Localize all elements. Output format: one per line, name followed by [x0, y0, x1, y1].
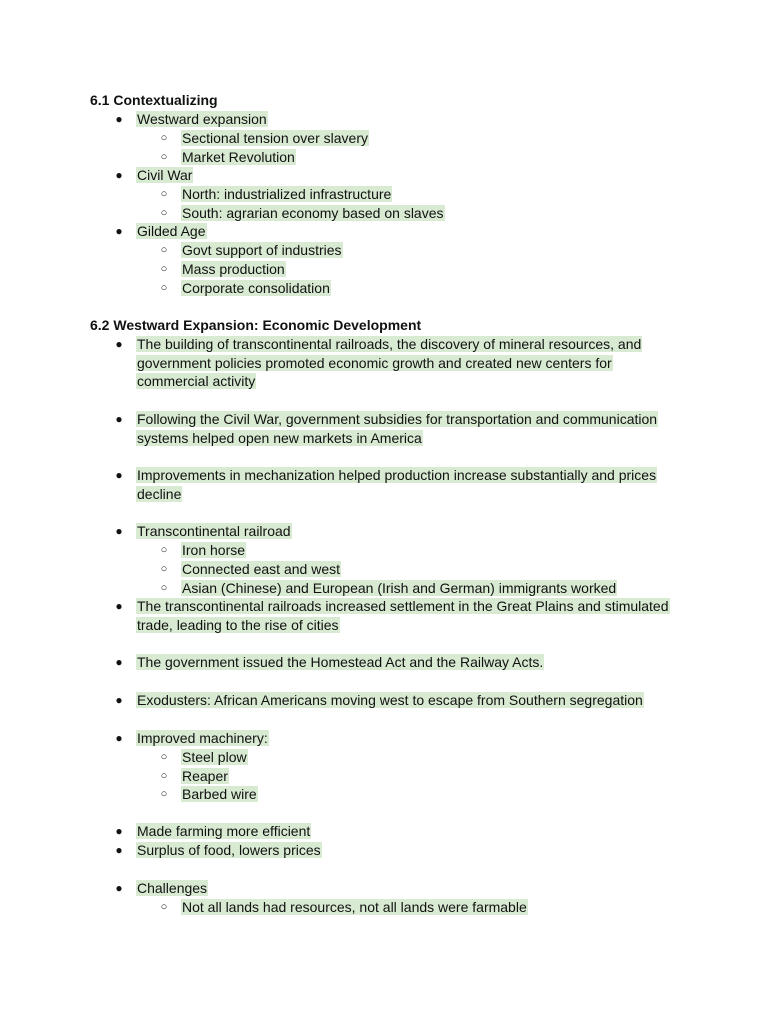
list-item-text: Market Revolution — [182, 149, 295, 165]
bullet-icon: ● — [115, 524, 123, 538]
list-item-text: Steel plow — [182, 749, 247, 765]
list-item-text: Improved machinery: — [137, 730, 268, 746]
list-item — [113, 335, 673, 391]
list-item-text: Barbed wire — [182, 786, 257, 802]
list-item-text: The government issued the Homestead Act and the Railway Acts. — [137, 654, 544, 670]
hollow-bullet-icon: ○ — [160, 151, 168, 163]
list-item — [113, 110, 673, 129]
list-item-text: Govt support of industries — [182, 242, 342, 258]
bullet-icon: ● — [115, 693, 123, 707]
list-item-text: Exodusters: African Americans moving west to escape from Southern segregation — [137, 692, 643, 708]
list-item-text: South: agrarian economy based on slaves — [182, 205, 444, 221]
bullet-icon: ● — [115, 468, 123, 482]
hollow-bullet-icon: ○ — [160, 544, 168, 556]
sub-list-item — [158, 279, 678, 298]
list-item-text: Mass production — [182, 261, 285, 277]
list-item-text: Improvements in mechanization helped production increase substantially and prices decline — [137, 467, 657, 502]
list-item-text: Transcontinental railroad — [137, 523, 291, 539]
hollow-bullet-icon: ○ — [160, 901, 168, 913]
list-item — [113, 822, 673, 841]
list-item-text: Challenges — [137, 880, 208, 896]
list-item-text: Gilded Age — [137, 223, 206, 239]
hollow-bullet-icon: ○ — [160, 188, 168, 200]
list-item — [113, 653, 673, 672]
list-item — [113, 466, 673, 503]
hollow-bullet-icon: ○ — [160, 770, 168, 782]
list-item — [113, 222, 673, 241]
hollow-bullet-icon: ○ — [160, 207, 168, 219]
sub-list-item — [158, 241, 678, 260]
hollow-bullet-icon: ○ — [160, 244, 168, 256]
bullet-icon: ● — [115, 168, 123, 182]
hollow-bullet-icon: ○ — [160, 282, 168, 294]
bullet-icon: ● — [115, 843, 123, 857]
list-item-text: Not all lands had resources, not all lands were farmable — [182, 899, 527, 915]
hollow-bullet-icon: ○ — [160, 582, 168, 594]
list-item-text: Iron horse — [182, 542, 246, 558]
list-item-text: Westward expansion — [137, 111, 267, 127]
sub-list-item — [158, 785, 678, 804]
bullet-icon: ● — [115, 731, 123, 745]
list-item-text: Following the Civil War, government subsidies for transportation and communication systems helped open new markets in America — [137, 411, 658, 446]
hollow-bullet-icon: ○ — [160, 263, 168, 275]
list-item — [113, 522, 673, 541]
list-item — [113, 410, 673, 447]
hollow-bullet-icon: ○ — [160, 563, 168, 575]
sub-list-item — [158, 204, 678, 223]
list-item-text: Connected east and west — [182, 561, 340, 577]
list-item — [113, 879, 673, 898]
section-heading-contextualizing: 6.1 Contextualizing — [90, 92, 218, 108]
list-item-text: North: industrialized infrastructure — [182, 186, 392, 202]
sub-list-item — [158, 129, 678, 148]
list-item-text: The transcontinental railroads increased settlement in the Great Plains and stimulated trade, leading to the rise of cities — [137, 598, 669, 633]
bullet-icon: ● — [115, 599, 123, 613]
sub-list-item — [158, 579, 678, 598]
sub-list-item — [158, 748, 678, 767]
list-item-text: Corporate consolidation — [182, 280, 330, 296]
sub-list-item — [158, 898, 678, 917]
list-item-text: Reaper — [182, 768, 228, 784]
list-item — [113, 166, 673, 185]
bullet-icon: ● — [115, 224, 123, 238]
list-item — [113, 691, 673, 710]
sub-list-item — [158, 148, 678, 167]
hollow-bullet-icon: ○ — [160, 788, 168, 800]
bullet-icon: ● — [115, 112, 123, 126]
sub-list-item — [158, 767, 678, 786]
sub-list-item — [158, 185, 678, 204]
hollow-bullet-icon: ○ — [160, 751, 168, 763]
sub-list-item — [158, 260, 678, 279]
bullet-icon: ● — [115, 824, 123, 838]
list-item-text: Made farming more efficient — [137, 823, 311, 839]
list-item-text: Surplus of food, lowers prices — [137, 842, 321, 858]
bullet-icon: ● — [115, 337, 123, 351]
hollow-bullet-icon: ○ — [160, 132, 168, 144]
list-item-text: Asian (Chinese) and European (Irish and German) immigrants worked — [182, 580, 617, 596]
list-item-text: The building of transcontinental railroads, the discovery of mineral resources, and government policies promoted economic growth and created new centers for commercial activity — [137, 336, 642, 390]
sub-list-item — [158, 560, 678, 579]
sub-list-item — [158, 541, 678, 560]
list-item — [113, 597, 673, 634]
list-item — [113, 729, 673, 748]
list-item-text: Sectional tension over slavery — [182, 130, 368, 146]
list-item — [113, 841, 673, 860]
list-item-text: Civil War — [137, 167, 193, 183]
section-heading-westward-expansion: 6.2 Westward Expansion: Economic Development — [90, 317, 422, 333]
bullet-icon: ● — [115, 881, 123, 895]
bullet-icon: ● — [115, 412, 123, 426]
bullet-icon: ● — [115, 655, 123, 669]
